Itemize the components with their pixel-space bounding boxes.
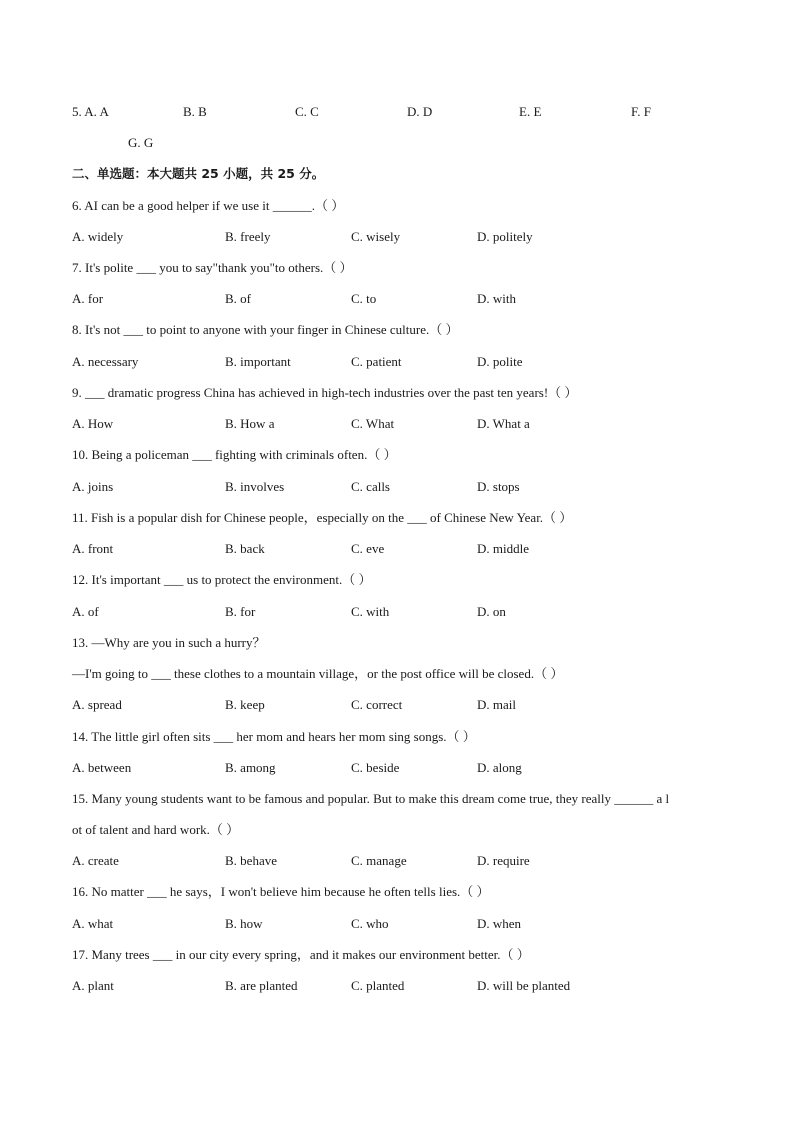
option-c: C. What bbox=[351, 416, 395, 431]
option-d: D. on bbox=[477, 604, 506, 619]
option-d: D. when bbox=[477, 916, 522, 931]
q5-option-g: G. G bbox=[128, 135, 154, 150]
option-b: B. How a bbox=[225, 416, 275, 431]
question-stem: 14. The little girl often sits ___ her mom and hears her mom sing songs.（ ） bbox=[72, 729, 476, 744]
option-d: D. What a bbox=[477, 416, 530, 431]
q5-option-b: B. B bbox=[183, 104, 207, 119]
question-stem: 10. Being a policeman ___ fighting with criminals often.（ ） bbox=[72, 447, 397, 462]
option-b: B. among bbox=[225, 760, 276, 775]
option-d: D. middle bbox=[477, 541, 529, 556]
option-a: A. of bbox=[72, 604, 99, 619]
option-c: C. to bbox=[351, 291, 377, 306]
option-c: C. eve bbox=[351, 541, 385, 556]
option-a: A. between bbox=[72, 760, 132, 775]
question-stem: 7. It's polite ___ you to say"thank you"to others.（ ） bbox=[72, 260, 353, 275]
option-c: C. wisely bbox=[351, 229, 401, 244]
option-b: B. involves bbox=[225, 479, 285, 494]
q5-option-c: C. C bbox=[295, 104, 319, 119]
option-b: B. important bbox=[225, 354, 291, 369]
option-c: C. manage bbox=[351, 853, 407, 868]
option-b: B. keep bbox=[225, 697, 265, 712]
option-c: C. beside bbox=[351, 760, 400, 775]
option-d: D. along bbox=[477, 760, 522, 775]
option-b: B. how bbox=[225, 916, 263, 931]
option-a: A. spread bbox=[72, 697, 122, 712]
option-d: D. with bbox=[477, 291, 516, 306]
question-stem: 11. Fish is a popular dish for Chinese people，especially on the ___ of Chinese New Year.（ ） bbox=[72, 510, 573, 525]
option-b: B. are planted bbox=[225, 978, 298, 993]
option-b: B. behave bbox=[225, 853, 277, 868]
option-a: A. widely bbox=[72, 229, 124, 244]
option-b: B. back bbox=[225, 541, 265, 556]
option-c: C. with bbox=[351, 604, 390, 619]
question-stem-continued: —I'm going to ___ these clothes to a mountain village，or the post office will be closed.（ ） bbox=[72, 666, 564, 681]
option-a: A. for bbox=[72, 291, 104, 306]
q5-option-a: 5. A. A bbox=[72, 104, 109, 119]
question-stem: 17. Many trees ___ in our city every spring，and it makes our environment better.（ ） bbox=[72, 947, 530, 962]
option-d: D. will be planted bbox=[477, 978, 571, 993]
option-d: D. mail bbox=[477, 697, 516, 712]
q5-option-d: D. D bbox=[407, 104, 433, 119]
option-a: A. joins bbox=[72, 479, 114, 494]
option-a: A. create bbox=[72, 853, 119, 868]
option-a: A. front bbox=[72, 541, 114, 556]
option-c: C. correct bbox=[351, 697, 403, 712]
question-stem: 15. Many young students want to be famous and popular. But to make this dream come true, they really ______ a l bbox=[72, 791, 670, 806]
option-a: A. necessary bbox=[72, 354, 139, 369]
question-stem-continued: ot of talent and hard work.（ ） bbox=[72, 822, 240, 837]
question-stem: 6. AI can be a good helper if we use it ______.（ ） bbox=[72, 198, 345, 213]
option-c: C. patient bbox=[351, 354, 402, 369]
option-d: D. polite bbox=[477, 354, 523, 369]
question-stem: 16. No matter ___ he says，I won't believe him because he often tells lies.（ ） bbox=[72, 884, 490, 899]
option-a: A. what bbox=[72, 916, 114, 931]
option-d: D. politely bbox=[477, 229, 533, 244]
q5-option-e: E. E bbox=[519, 104, 542, 119]
question-stem: 8. It's not ___ to point to anyone with your finger in Chinese culture.（ ） bbox=[72, 322, 459, 337]
option-d: D. stops bbox=[477, 479, 520, 494]
q5-option-f: F. F bbox=[631, 104, 651, 119]
option-d: D. require bbox=[477, 853, 530, 868]
option-a: A. plant bbox=[72, 978, 114, 993]
option-c: C. calls bbox=[351, 479, 390, 494]
question-stem: 13. —Why are you in such a hurry？ bbox=[72, 635, 266, 650]
option-c: C. planted bbox=[351, 978, 405, 993]
option-a: A. How bbox=[72, 416, 114, 431]
section-heading: 二、单选题：本大题共 25 小题，共 25 分。 bbox=[72, 166, 325, 181]
option-b: B. freely bbox=[225, 229, 271, 244]
option-b: B. of bbox=[225, 291, 251, 306]
question-stem: 12. It's important ___ us to protect the environment.（ ） bbox=[72, 572, 372, 587]
option-c: C. who bbox=[351, 916, 389, 931]
question-stem: 9. ___ dramatic progress China has achieved in high-tech industries over the past ten years!（ ） bbox=[72, 385, 578, 400]
option-b: B. for bbox=[225, 604, 256, 619]
